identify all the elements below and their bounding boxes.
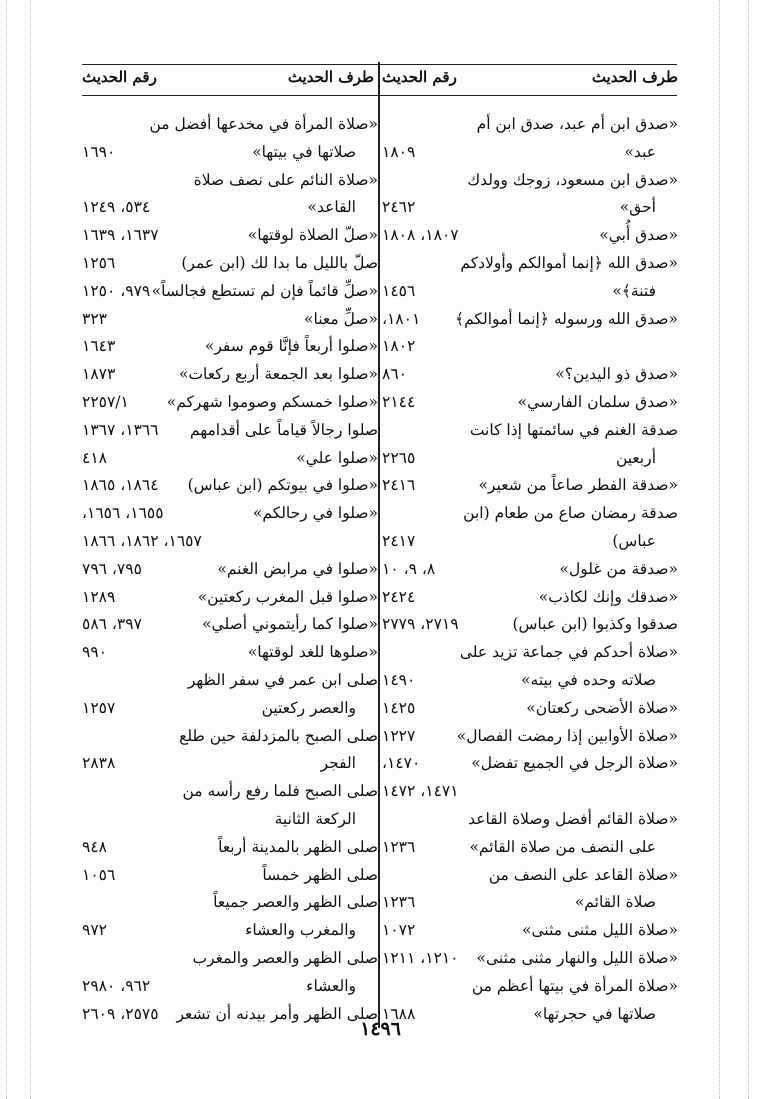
index-entry — [82, 194, 378, 222]
hadith-incipit: «صلِّ قائماً فإن لم تستطع فجالساً» — [151, 281, 378, 300]
hadith-incipit: «صدق سلمان الفارسي» — [517, 392, 678, 411]
hadith-incipit: «صلِّ معنا» — [304, 309, 378, 328]
hadith-number: ٢٤١٧ — [382, 531, 416, 550]
hadith-incipit: صلى الظهر والعصر جميعاً — [213, 893, 378, 912]
hadith-incipit: «صلوا في بيوتكم (ابن عباس) — [187, 476, 378, 495]
hadith-incipit: على النصف من صلاة القائم» — [469, 837, 656, 856]
hadith-incipit: «صلاة النائم على نصف صلاة — [193, 170, 378, 189]
hadith-incipit: صلى الظهر خمساً — [262, 865, 378, 884]
hadith-incipit: «صلاة الأضحى ركعتان» — [526, 698, 678, 717]
index-entry — [382, 194, 678, 222]
index-entry — [82, 723, 378, 751]
index-entry — [382, 278, 678, 306]
hadith-incipit: عبد» — [624, 142, 656, 161]
hadith-incipit: «صلاة المرأة في مخدعها أفضل من — [149, 115, 378, 133]
index-entry — [382, 417, 678, 445]
hadith-incipit: «صدق ذو اليدين؟» — [555, 365, 678, 384]
hadith-incipit: «صدق ابن مسعود، زوجك وولدك — [467, 170, 678, 189]
hadith-incipit: صدقوا وكذبوا (ابن عباس) — [512, 615, 678, 634]
hadith-number: ١٢٢٧ — [382, 726, 416, 745]
index-entry — [382, 889, 678, 917]
hadith-incipit: صلاته وحده في بيته» — [521, 670, 656, 689]
page-number: ١٤٩٦ — [360, 1018, 401, 1040]
hadith-incipit: «صدقك وإنك لكاذب» — [538, 587, 678, 606]
hadith-incipit: «صدق الله ورسوله ﴿إنما أموالكم﴾ — [455, 309, 678, 328]
column-divider — [378, 62, 380, 1028]
hadith-incipit: والعشاء — [306, 976, 356, 995]
index-entry — [382, 139, 678, 167]
index-entry — [82, 834, 378, 862]
hadith-incipit: القاعد» — [307, 198, 356, 217]
hadith-number: ٩٦٢، ٢٩٨٠ — [82, 976, 151, 995]
index-entry — [82, 945, 378, 973]
scan-guide-line — [748, 0, 749, 1099]
hadith-incipit: «صلوا علي» — [296, 448, 378, 467]
index-entry — [82, 862, 378, 890]
hadith-incipit: «صدقة الفطر صاعاً من شعير» — [478, 476, 678, 495]
index-entry — [382, 111, 678, 139]
hadith-number: ٨، ٩، ١٠ — [382, 559, 436, 578]
hadith-incipit: صلى الصبح بالمزدلفة حين طلع — [179, 726, 378, 745]
hadith-incipit: «صلوا كما رأيتموني أصلي» — [202, 615, 378, 634]
left-index-column — [82, 111, 378, 1028]
index-entry — [82, 639, 378, 667]
index-entry — [82, 695, 378, 723]
hadith-number: ٣٢٣ — [82, 309, 107, 328]
hadith-number: ٩٤٨ — [82, 837, 107, 856]
hadith-incipit: صلى الظهر بالمدينة أربعاً — [218, 837, 378, 856]
index-entry — [382, 361, 678, 389]
index-entry — [382, 556, 678, 584]
hadith-number: ٥٣٤، ١٢٤٩ — [82, 198, 151, 217]
index-entry — [82, 389, 378, 417]
hadith-number: ١٦٩٠ — [82, 142, 116, 161]
hadith-number: ٩٩٠ — [82, 643, 107, 662]
hadith-incipit: «صدق ابن أم عبد، صدق ابن أم — [476, 115, 678, 133]
hadith-number: ١٢٥٦ — [82, 253, 116, 272]
hadith-incipit: «صلوا قبل المغرب ركعتين» — [197, 587, 378, 606]
hadith-incipit: صلى ابن عمر في سفر الظهر — [187, 670, 378, 689]
hadith-number: ٣٩٧، ٥٨٦ — [82, 615, 142, 634]
hadith-number: ١٦٤٣ — [82, 337, 116, 356]
index-entry — [82, 778, 378, 806]
hadith-incipit: صلوا رجالاً قياماً على أقدامهم — [190, 420, 378, 439]
index-entry — [82, 806, 378, 834]
hadith-number: ١٢٥٧ — [82, 698, 116, 717]
index-entry — [82, 222, 378, 250]
index-entry — [382, 834, 678, 862]
hadith-number: ١٦٥٧، ١٨٦٢، ١٨٦٦ — [82, 531, 202, 550]
left-col-num-title: رقم الحديث — [82, 68, 157, 86]
hadith-incipit: صدقة الغنم في سائمتها إذا كانت — [469, 420, 678, 439]
hadith-incipit: صلاتها في بيتها» — [252, 142, 356, 161]
hadith-incipit: «صلاة المرأة في بيتها أعظم من — [471, 976, 678, 995]
index-entry — [382, 333, 678, 361]
index-entry — [82, 417, 378, 445]
index-entry — [82, 139, 378, 167]
index-entry — [82, 584, 378, 612]
index-entry — [382, 167, 678, 195]
right-index-column — [382, 111, 678, 1028]
hadith-number: ١٤٥٦ — [382, 281, 416, 300]
hadith-incipit: «صلاة الليل والنهار مثنى مثنى» — [476, 948, 678, 967]
hadith-incipit: صلى الظهر والعصر والمغرب — [192, 948, 378, 967]
index-entry — [82, 111, 378, 139]
scan-guide-line — [719, 0, 720, 1099]
hadith-incipit: «صلوا أربعاً فإنَّا قوم سفر» — [204, 337, 378, 356]
index-entry — [382, 306, 678, 334]
hadith-incipit: «صلاة الأوابين إذا رمضت الفصال» — [456, 726, 678, 745]
hadith-number: ٢٤٦٢ — [382, 198, 416, 217]
index-entry — [82, 667, 378, 695]
index-entry — [382, 862, 678, 890]
hadith-incipit: صلّ بالليل ما بدا لك (ابن عمر) — [181, 253, 378, 272]
index-entry — [82, 167, 378, 195]
index-entry — [382, 723, 678, 751]
hadith-number: ١٢١٠، ١٢١١ — [382, 948, 459, 967]
index-entry — [382, 695, 678, 723]
left-column-header — [82, 68, 374, 92]
index-entry — [82, 528, 378, 556]
index-entry — [382, 528, 678, 556]
hadith-incipit: «صدق الله ﴿إنما أموالكم وأولادكم — [460, 253, 678, 272]
hadith-incipit: «صلاة أحدكم في جماعة تزيد على — [459, 643, 678, 662]
index-entry — [82, 306, 378, 334]
hadith-number: ١٢٣٦ — [382, 837, 416, 856]
hadith-number: ٢٢٦٥ — [382, 448, 416, 467]
hadith-number: ٢٨٣٨ — [82, 754, 116, 773]
hadith-incipit: صدقة رمضان صاع من طعام (ابن — [463, 504, 678, 523]
hadith-incipit: «صلاة القاعد على النصف من — [488, 865, 678, 884]
hadith-incipit: «صلاة القائم أفضل وصلاة القاعد — [468, 809, 678, 828]
hadith-incipit: أحق» — [619, 198, 656, 217]
hadith-number: ١٢٣٦ — [382, 893, 416, 912]
hadith-number: ١٣٦٦، ١٣٦٧ — [82, 420, 159, 439]
scan-guide-line — [6, 0, 7, 1099]
hadith-number: ١٠٧٢ — [382, 921, 416, 940]
hadith-number: ٢١٤٤ — [382, 392, 416, 411]
hadith-incipit: صلى الظهر وأمر بيدنه أن تشعر — [176, 1004, 378, 1023]
hadith-number: ٧٩٥، ٧٩٦ — [82, 559, 142, 578]
index-entry — [382, 806, 678, 834]
right-column-header — [382, 68, 678, 92]
hadith-number: ١٦٣٧، ١٦٣٩ — [82, 226, 159, 245]
hadith-incipit: «صدق أُبي» — [599, 226, 678, 245]
hadith-number: ٤١٨ — [82, 448, 107, 467]
hadith-number: ١٤٧١، ١٤٧٢ — [382, 782, 459, 801]
hadith-incipit: «صلوها للغد لوقتها» — [247, 643, 378, 662]
hadith-incipit: فتنة﴾» — [612, 281, 656, 300]
index-entry — [382, 973, 678, 1001]
index-entry — [82, 973, 378, 1001]
index-entry — [82, 278, 378, 306]
index-entry — [82, 445, 378, 473]
hadith-incipit: صلاة القائم» — [574, 893, 656, 912]
index-entry — [82, 917, 378, 945]
hadith-incipit: «صلوا في رحالكم» — [252, 504, 378, 523]
index-entry — [382, 639, 678, 667]
hadith-incipit: «صلوا بعد الجمعة أربع ركعات» — [178, 365, 378, 384]
hadith-incipit: الركعة الثانية — [274, 809, 356, 828]
index-entry — [382, 945, 678, 973]
index-entry — [382, 222, 678, 250]
hadith-number: ١٨٠٩ — [382, 142, 416, 161]
hadith-incipit: «صلّ الصلاة لوقتها» — [247, 226, 378, 245]
index-entry — [382, 389, 678, 417]
index-entry — [382, 611, 678, 639]
index-entry — [382, 472, 678, 500]
hadith-incipit: «صلوا في مرابض الغنم» — [217, 559, 378, 578]
index-entry — [382, 500, 678, 528]
left-col-title: طرف الحديث — [287, 68, 374, 86]
hadith-number: ٨٦٠ — [382, 365, 407, 384]
hadith-number: ٢٤٢٤ — [382, 587, 416, 606]
hadith-incipit: والعصر ركعتين — [261, 698, 356, 717]
hadith-number: ١٨٠٢ — [382, 337, 416, 356]
hadith-number: ٩٧٩، ١٢٥٠ — [82, 281, 151, 300]
hadith-incipit: صلى الصبح فلما رفع رأسه من — [182, 782, 378, 801]
index-entry — [382, 917, 678, 945]
hadith-number: ١٨٦٤، ١٨٦٥ — [82, 476, 159, 495]
hadith-number: ١٨٠٧، ١٨٠٨ — [382, 226, 459, 245]
index-entry — [82, 361, 378, 389]
hadith-number: ١٦٨٨ — [382, 1004, 416, 1023]
hadith-number: ١٨٠١، — [382, 309, 421, 328]
index-entry — [382, 667, 678, 695]
index-entry — [382, 778, 678, 806]
hadith-incipit: «صدقة من غلول» — [559, 559, 678, 578]
hadith-incipit: أربعين — [615, 448, 656, 467]
hadith-incipit: عباس) — [612, 531, 656, 550]
index-entry — [382, 750, 678, 778]
hadith-incipit: «صلوا خمسكم وصوموا شهركم» — [166, 392, 378, 411]
index-entry — [82, 889, 378, 917]
hadith-number: ٢٤١٦ — [382, 476, 416, 495]
index-entry — [82, 750, 378, 778]
index-entry — [82, 250, 378, 278]
right-col-num-title: رقم الحديث — [382, 68, 457, 86]
right-col-title: طرف الحديث — [591, 68, 678, 86]
hadith-incipit: «صلاة الليل مثنى مثنى» — [521, 921, 678, 940]
hadith-number: ١٦٥٥، ١٦٥٦، — [82, 504, 164, 523]
hadith-incipit: صلاتها في حجرتها» — [533, 1004, 656, 1023]
hadith-number: ١٢٨٩ — [82, 587, 116, 606]
index-entry — [82, 333, 378, 361]
hadith-incipit: والمغرب والعشاء — [245, 921, 356, 940]
index-entry — [82, 500, 378, 528]
hadith-number: ١٤٢٥ — [382, 698, 416, 717]
index-entry — [82, 611, 378, 639]
hadith-number: ٩٧٢ — [82, 921, 107, 940]
scan-guide-line — [30, 0, 31, 1099]
index-entry — [82, 556, 378, 584]
hadith-number: ٢٢٥٧/١ — [82, 392, 129, 411]
index-entry — [82, 472, 378, 500]
hadith-number: ٢٥٧٥، ٢٦٠٩ — [82, 1004, 159, 1023]
hadith-incipit: الفجر — [320, 754, 356, 773]
hadith-number: ١٠٥٦ — [82, 865, 116, 884]
hadith-number: ١٤٩٠ — [382, 670, 416, 689]
hadith-number: ١٨٧٣ — [82, 365, 116, 384]
index-entry — [382, 445, 678, 473]
hadith-number: ١٤٧٠، — [382, 754, 421, 773]
index-entry — [382, 584, 678, 612]
hadith-incipit: «صلاة الرجل في الجميع تفضل» — [471, 754, 678, 773]
hadith-number: ٢٧١٩، ٢٧٧٩ — [382, 615, 459, 634]
index-entry — [382, 250, 678, 278]
